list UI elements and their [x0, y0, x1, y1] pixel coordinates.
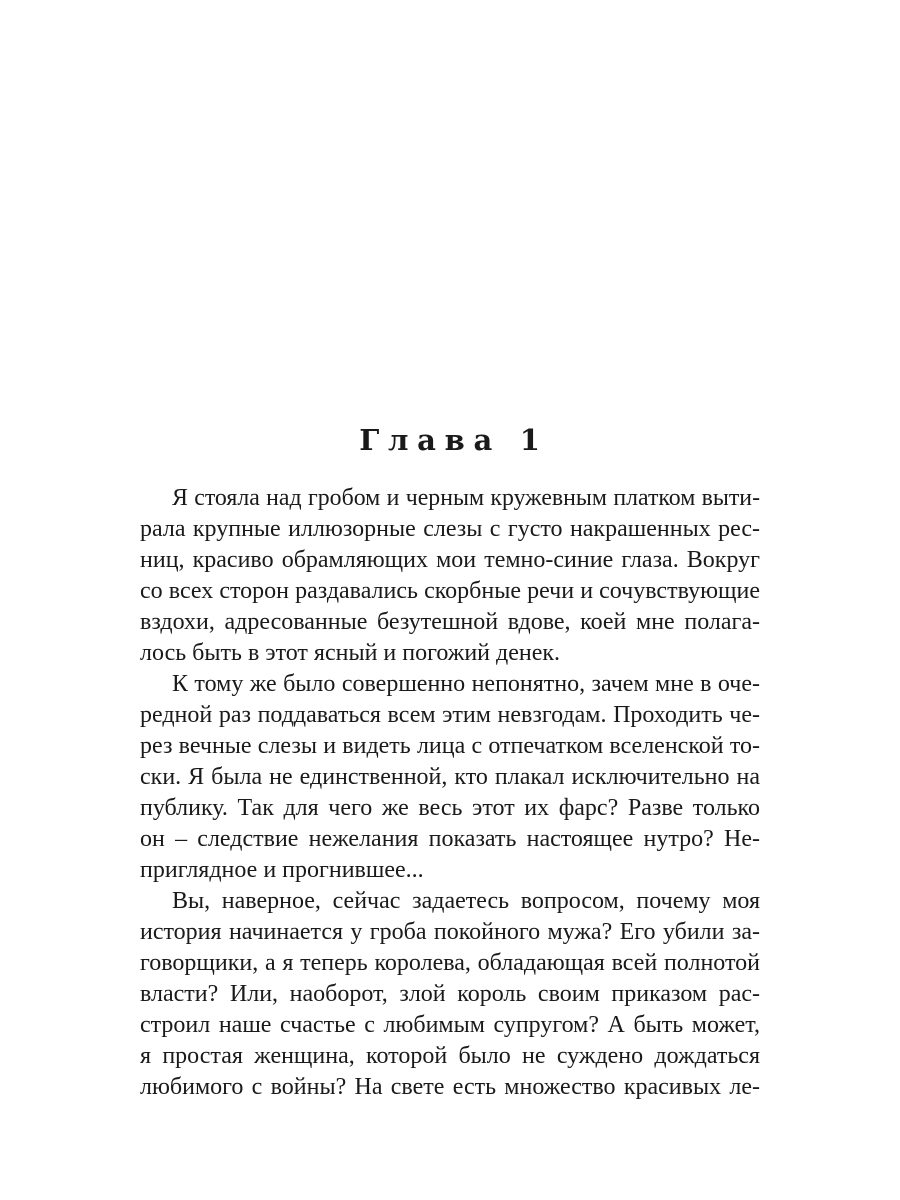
text-line: вздохи, адресованные безутешной вдове, коей мне полага- [140, 609, 760, 635]
text-line: история начинается у гроба покойного мужа? Его убили за- [140, 919, 760, 945]
text-line: публику. Так для чего же весь этот их фарс? Разве только [140, 795, 760, 821]
text-line: Вы, наверное, сейчас задаетесь вопросом, почему моя [172, 888, 760, 914]
text-line: К тому же было совершенно непонятно, зачем мне в оче- [172, 671, 760, 697]
text-line: он – следствие нежелания показать настоящее нутро? Не- [140, 826, 760, 852]
chapter-title: Глава 1 [359, 423, 549, 457]
text-line: рала крупные иллюзорные слезы с густо накрашенных рес- [140, 516, 760, 542]
text-line: я простая женщина, которой было не суждено дождаться [140, 1043, 760, 1069]
text-line: редной раз поддаваться всем этим невзгодам. Проходить че- [140, 702, 760, 728]
text-line: любимого с войны? На свете есть множество красивых ле- [140, 1074, 760, 1100]
text-line: строил наше счастье с любимым супругом? А быть может, [140, 1012, 760, 1038]
text-line: приглядное и прогнившее... [140, 857, 424, 883]
text-line: ниц, красиво обрамляющих мои темно-синие глаза. Вокруг [140, 547, 760, 573]
text-line: говорщики, а я теперь королева, обладающая всей полнотой [140, 950, 760, 976]
text-line: лось быть в этот ясный и погожий денек. [140, 640, 561, 666]
text-line: Я стояла над гробом и черным кружевным платком выти- [172, 485, 760, 511]
chapter-body [140, 483, 760, 1103]
text-line: со всех сторон раздавались скорбные речи и сочувствующие [140, 578, 760, 604]
text-line: рез вечные слезы и видеть лица с отпечатком вселенской то- [140, 733, 760, 759]
text-line: власти? Или, наоборот, злой король своим приказом рас- [140, 981, 760, 1007]
text-line: ски. Я была не единственной, кто плакал исключительно на [140, 764, 760, 790]
